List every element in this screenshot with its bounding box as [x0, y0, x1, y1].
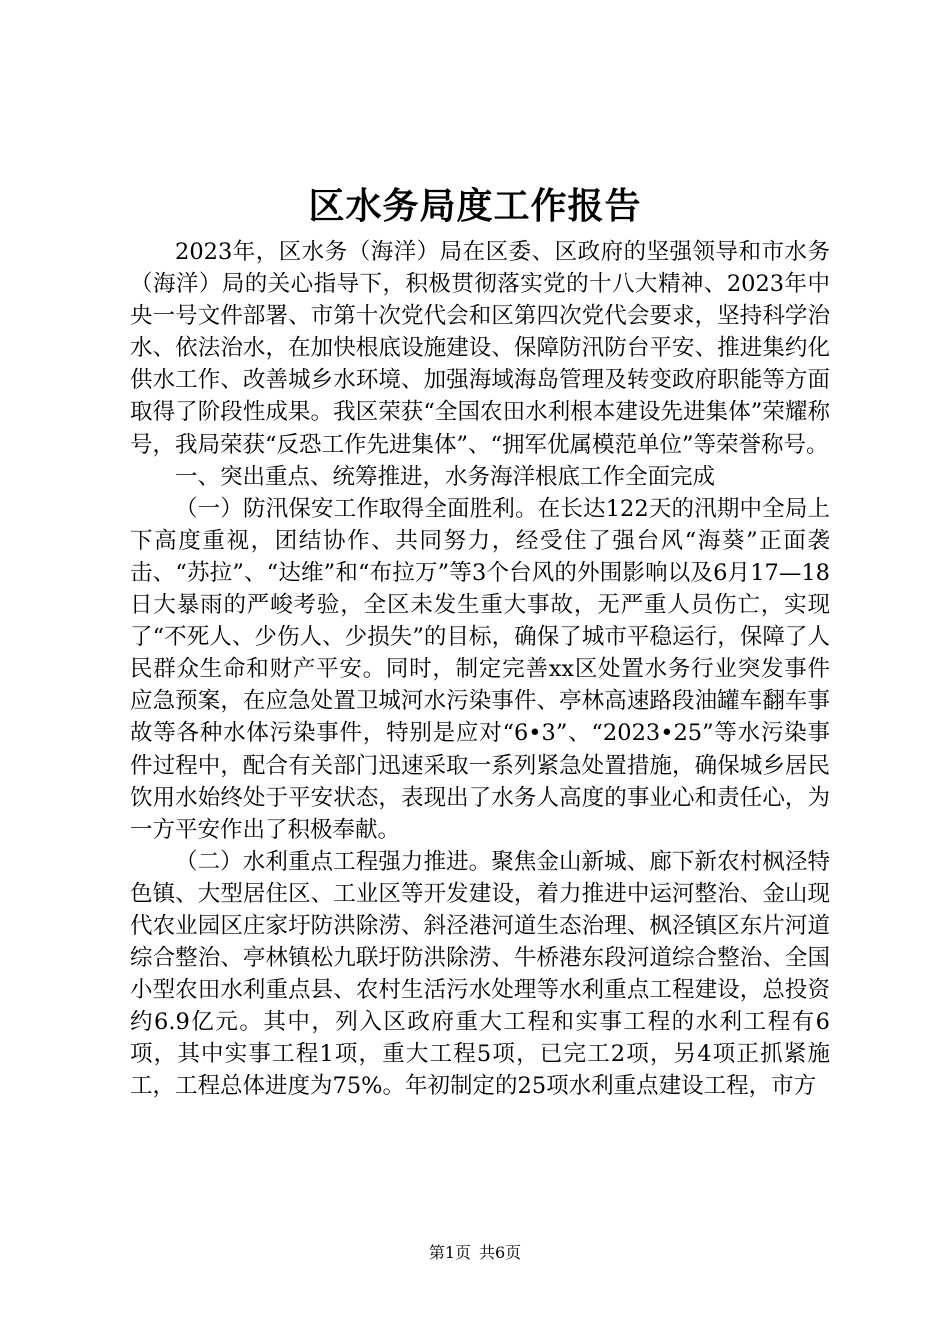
section-heading: 一、突出重点、统筹推进，水务海洋根底工作全面完成 [175, 463, 716, 490]
page-number: 第1页 [428, 1243, 471, 1262]
page-total: 共6页 [479, 1243, 522, 1262]
intro-paragraph: 2023年，区水务（海洋）局在区委、区政府的坚强领导和市水务（海洋）局的关心指导下，积极贯彻落实党的十八大精神、2023年中央一号文件部署、市第十次党代会和区第四次党代会要求，坚持科学治水、依法治水，在加快根底设施建设、保障防汛防台平安、推进集约化供水工作、改善城乡水环境、加强海域海岛管理及转变政府职能等方面取得了阶段性成果。我区荣获“全国农田水利根本建设先进集体”荣耀称号，我局荣获“反恐工作先进集体”、“拥军优属模范单位”等荣誉称号。 [130, 239, 830, 458]
key-projects-paragraph: （二）水利重点工程强力推进。聚焦金山新城、廊下新农村枫泾特色镇、大型居住区、工业区等开发建设，着力推进中运河整治、金山现代农业园区庄家圩防洪除涝、斜泾港河道生态治理、枫泾镇区东片河道综合整治、亭林镇松九联圩防洪除涝、牛桥港东段河道综合整治、全国小型农田水利重点县、农村生活污水处理等水利重点工程建设，总投资约6.9亿元。其中，列入区政府重大工程和实事工程的水利工程有6项，其中实事工程1项，重大工程5项，已完工2项，另4项正抓紧施工，工程总体进度为75%。年初制定的25项水利重点建设工程，市方 [130, 848, 830, 1100]
page-footer [0, 1242, 950, 1264]
document-body [130, 236, 830, 1103]
flood-control-paragraph: （一）防汛保安工作取得全面胜利。在长达122天的汛期中全局上下高度重视，团结协作、共同努力，经受住了强台风“海葵”正面袭击、“苏拉”、“达维”和“布拉万”等3个台风的外围影响以及6月17—18日大暴雨的严峻考验，全区未发生重大事故，无严重人员伤亡，实现了“不死人、少伤人、少损失”的目标，确保了城市平稳运行，保障了人民群众生命和财产平安。同时，制定完善xx区处置水务行业突发事件应急预案，在应急处置卫城河水污染事件、亭林高速路段油罐车翻车事故等各种水体污染事件，特别是应对“6•3”、“2023•25”等水污染事件过程中，配合有关部门迅速采取一系列紧急处置措施，确保城乡居民饮用水始终处于平安状态，表现出了水务人高度的事业心和责任心，为一方平安作出了积极奉献。 [130, 495, 830, 843]
page-title: 区水务局度工作报告 [308, 185, 642, 227]
